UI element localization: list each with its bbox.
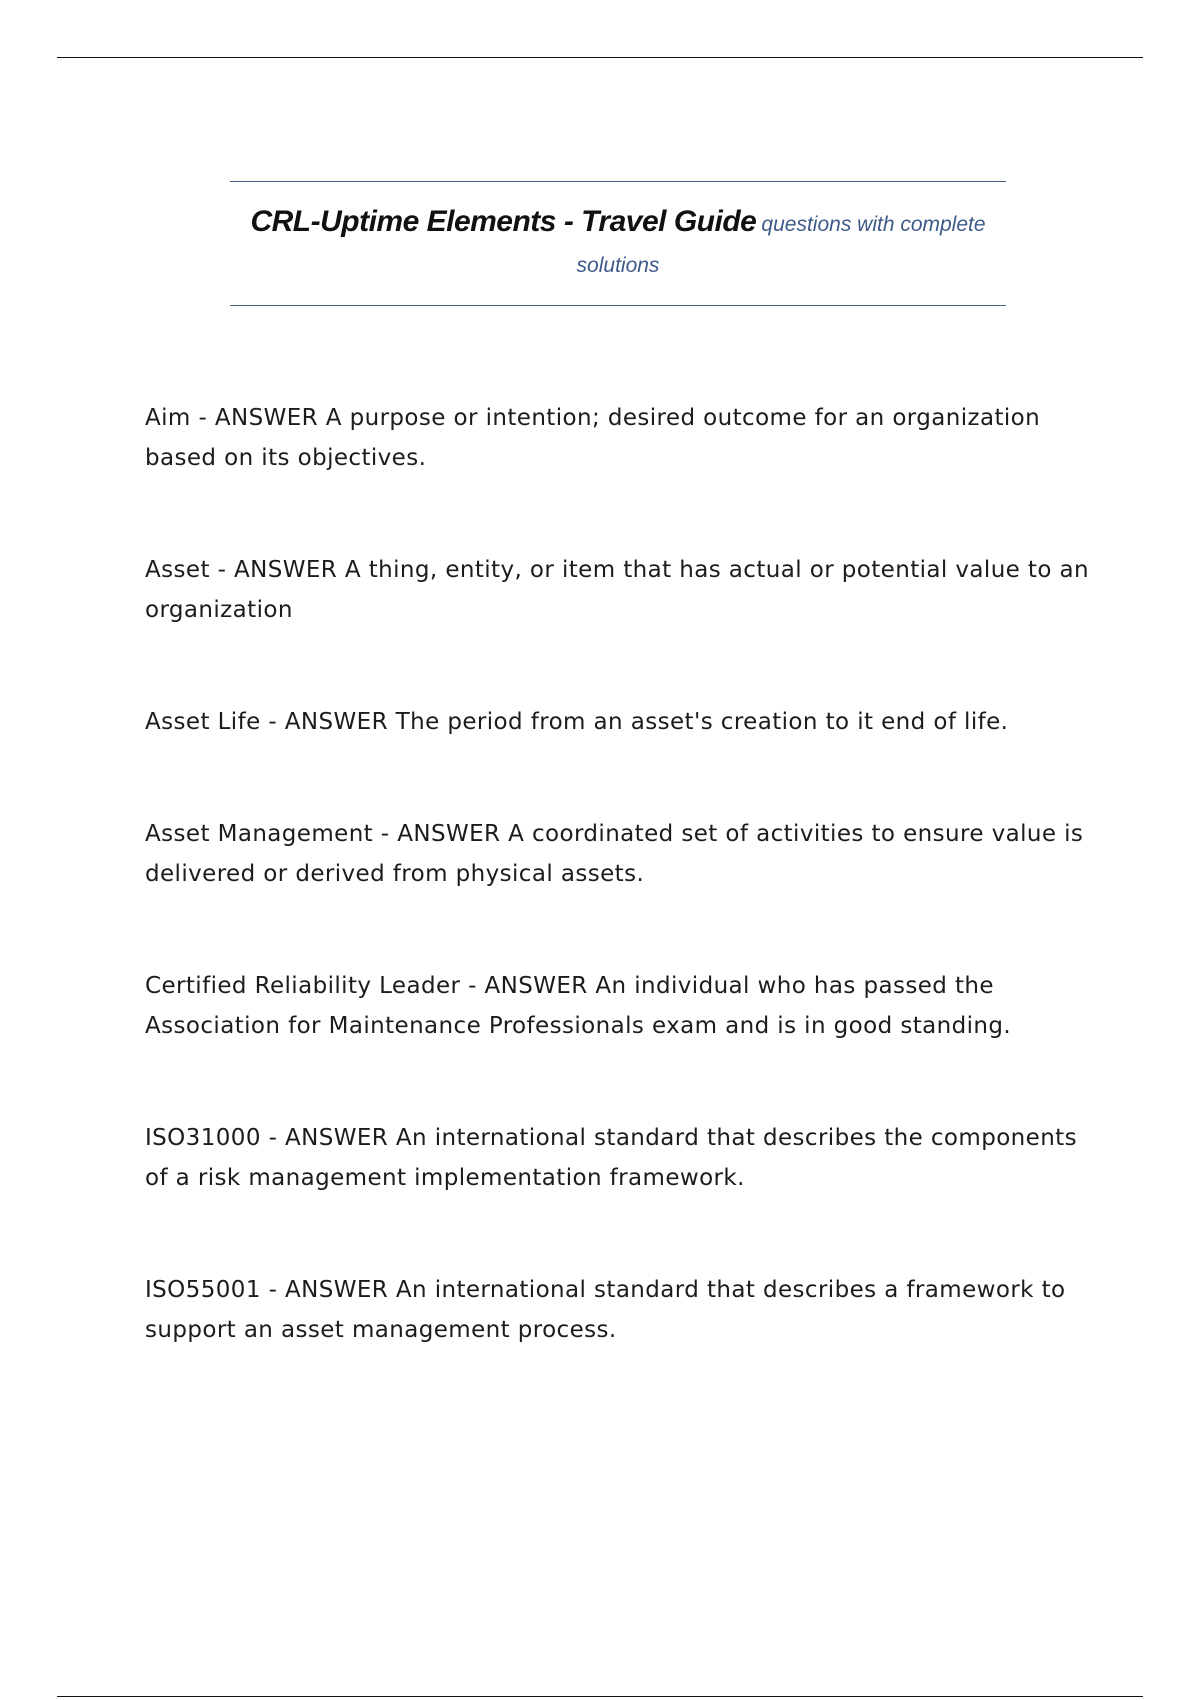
page-top-rule (57, 57, 1143, 58)
page-bottom-rule (57, 1696, 1143, 1697)
document-subtitle: questions with complete solutions (576, 213, 986, 277)
qa-entry-aim: Aim - ANSWER A purpose or intention; desired outcome for an organization based on its objectives. (145, 405, 1041, 471)
qa-entry-asset-life: Asset Life - ANSWER The period from an asset's creation to it end of life. (145, 709, 1009, 735)
title-bottom-rule (230, 305, 1006, 306)
qa-entry-iso31000: ISO31000 - ANSWER An international standard that describes the components of a risk management implementation framework. (145, 1125, 1077, 1191)
qa-entry-asset-management: Asset Management - ANSWER A coordinated set of activities to ensure value is delivered or derived from physical assets. (145, 821, 1084, 887)
title-block (230, 181, 1006, 306)
document-title: CRL-Uptime Elements - Travel Guide (250, 205, 757, 238)
qa-entry-asset: Asset - ANSWER A thing, entity, or item that has actual or potential value to an organization (145, 557, 1090, 623)
document-title-area (230, 182, 1006, 305)
qa-list (145, 398, 1095, 1422)
qa-entry-certified-reliability-leader: Certified Reliability Leader - ANSWER An individual who has passed the Association for Maintenance Professionals exam and is in good standing. (145, 973, 1012, 1039)
qa-entry-iso55001: ISO55001 - ANSWER An international standard that describes a framework to support an asset management process. (145, 1277, 1066, 1343)
